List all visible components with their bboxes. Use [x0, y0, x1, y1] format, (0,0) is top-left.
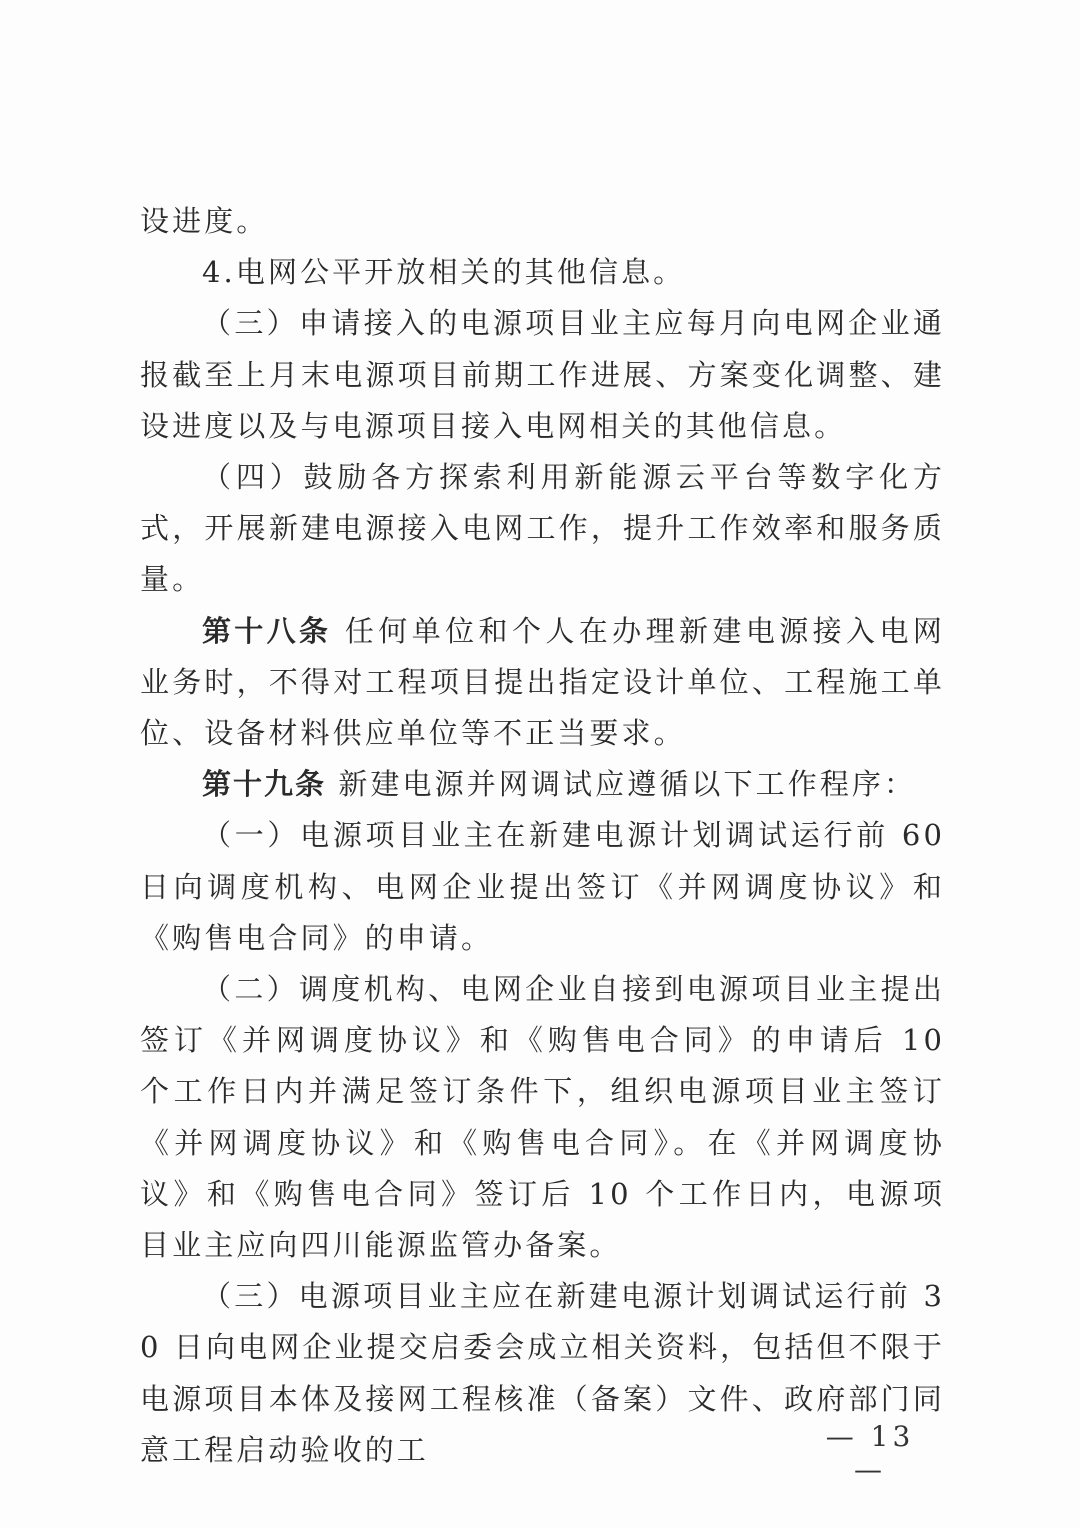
- paragraph-8: [140, 964, 945, 1271]
- article-19: [140, 759, 945, 810]
- paragraph-2: [140, 247, 945, 298]
- document-body: [140, 196, 945, 1476]
- paragraph-3-text: （三）申请接入的电源项目业主应每月向电网企业通报截至上月末电源项目前期工作进展、方案变化调整、建设进度以及与电源项目接入电网相关的其他信息。: [140, 306, 945, 443]
- paragraph-1: [140, 196, 945, 247]
- paragraph-4: [140, 452, 945, 606]
- paragraph-4-text: （四）鼓励各方探索利用新能源云平台等数字化方式，开展新建电源接入电网工作，提升工作效率和服务质量。: [140, 460, 945, 597]
- paragraph-1-text: 设进度。: [140, 204, 269, 238]
- paragraph-2-text: 4.电网公平开放相关的其他信息。: [202, 255, 686, 290]
- paragraph-8-text: （二）调度机构、电网企业自接到电源项目业主提出签订《并网调度协议》和《购售电合同》的申请后 10 个工作日内并满足签订条件下，组织电源项目业主签订《并网调度协议》和《购售电合同》。在《并网调度协议》和《购售电合同》签订后 10 个工作日内，电源项目业主应向四川能源监管办备案。: [140, 972, 945, 1263]
- paragraph-3: [140, 298, 945, 452]
- paragraph-7-text: （一）电源项目业主在新建电源计划调试运行前 60 日向调度机构、电网企业提出签订《并网调度协议》和《购售电合同》的申请。: [140, 818, 945, 955]
- paragraph-7: [140, 810, 945, 964]
- paragraph-9-text: （三）电源项目业主应在新建电源计划调试运行前 30 日向电网企业提交启委会成立相关资料，包括但不限于电源项目本体及接网工程核准（备案）文件、政府部门同意工程启动验收的工: [140, 1279, 945, 1467]
- page-number: — 13 —: [825, 1420, 915, 1486]
- article-19-heading: 第十九条: [202, 767, 327, 802]
- article-19-text: 新建电源并网调试应遵循以下工作程序：: [326, 767, 917, 802]
- article-18: [140, 606, 945, 760]
- article-18-text: 任何单位和个人在办理新建电源接入电网业务时，不得对工程项目提出指定设计单位、工程施工单位、设备材料供应单位等不正当要求。: [140, 613, 945, 751]
- article-18-heading: 第十八条: [202, 613, 332, 648]
